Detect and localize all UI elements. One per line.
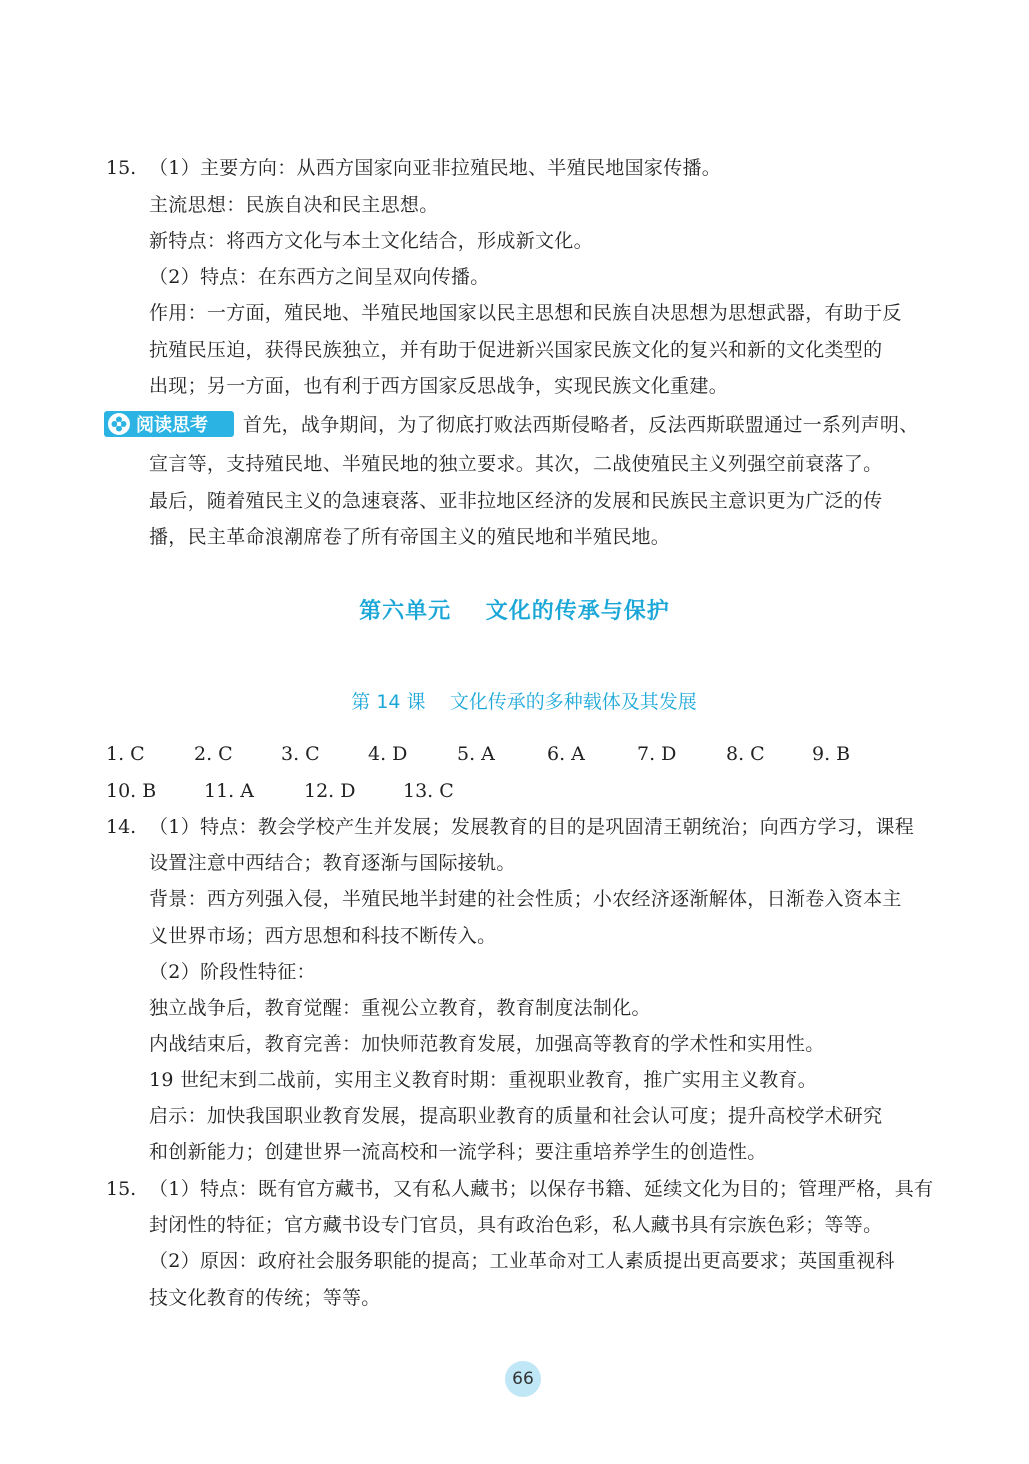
answer-line: 19 世纪末到二战前，实用主义教育时期：重视职业教育，推广实用主义教育。 [149, 1069, 818, 1091]
page-number-text: 66 [512, 1369, 534, 1389]
page-number [505, 1361, 541, 1397]
mc-answer: 8. C [726, 743, 765, 765]
badge-label: 阅读思考 [136, 415, 208, 436]
answer-line: （1）特点：教会学校产生并发展；发展教育的目的是巩固清王朝统治；向西方学习，课程 [149, 816, 915, 838]
answer-line: 背景：西方列强入侵，半殖民地半封建的社会性质；小农经济逐渐解体，日渐卷入资本主 [149, 888, 902, 910]
answer-line: （1）特点：既有官方藏书，又有私人藏书；以保存书籍、延续文化为目的；管理严格，具有 [149, 1178, 934, 1200]
mc-answer: 1. C [106, 743, 145, 765]
reading-line: 宣言等，支持殖民地、半殖民地的独立要求。其次，二战使殖民主义列强空前衰落了。 [149, 453, 883, 475]
answer-line: 设置注意中西结合；教育逐渐与国际接轨。 [149, 852, 516, 874]
reading-thinking-badge [104, 411, 234, 437]
answer-line: 技文化教育的传统；等等。 [149, 1287, 381, 1309]
answer-line: 作用：一方面，殖民地、半殖民地国家以民主思想和民族自决思想为思想武器，有助于反 [149, 302, 902, 324]
mc-answer: 11. A [204, 780, 254, 802]
answer-line: 出现；另一方面，也有利于西方国家反思战争，实现民族文化重建。 [149, 375, 729, 397]
mc-answer: 7. D [637, 743, 677, 765]
reading-line: 播，民主革命浪潮席卷了所有帝国主义的殖民地和半殖民地。 [149, 526, 671, 548]
question-number-15: 15. [106, 157, 137, 179]
answer-line: 新特点：将西方文化与本土文化结合，形成新文化。 [149, 230, 593, 252]
reading-line: 最后，随着殖民主义的急速衰落、亚非拉地区经济的发展和民族民主意识更为广泛的传 [149, 490, 883, 512]
question-number-15: 15. [106, 1178, 137, 1200]
answer-line: 义世界市场；西方思想和科技不断传入。 [149, 925, 497, 947]
answer-line: （2）阶段性特征： [149, 961, 316, 983]
reading-line: 首先，战争期间，为了彻底打败法西斯侵略者，反法西斯联盟通过一系列声明、 [243, 414, 919, 436]
mc-answer: 3. C [281, 743, 320, 765]
question-number-14: 14. [106, 816, 137, 838]
answer-line: 和创新能力；创建世界一流高校和一流学科；要注重培养学生的创造性。 [149, 1141, 767, 1163]
mc-answer: 13. C [403, 780, 454, 802]
answer-line: （2）特点：在东西方之间呈双向传播。 [149, 266, 490, 288]
answer-line: 主流思想：民族自决和民主思想。 [149, 194, 439, 216]
unit-title: 第六单元 文化的传承与保护 [359, 599, 670, 624]
answer-line: 独立战争后，教育觉醒：重视公立教育，教育制度法制化。 [149, 997, 651, 1019]
flower-icon [108, 413, 130, 435]
answer-line: 抗殖民压迫，获得民族独立，并有助于促进新兴国家民族文化的复兴和新的文化类型的 [149, 339, 883, 361]
lesson-title: 第 14 课 文化传承的多种载体及其发展 [351, 691, 697, 713]
answer-line: 内战结束后，教育完善：加快师范教育发展，加强高等教育的学术性和实用性。 [149, 1033, 825, 1055]
answer-line: 封闭性的特征；官方藏书设专门官员，具有政治色彩，私人藏书具有宗族色彩；等等。 [149, 1214, 883, 1236]
mc-answer: 2. C [194, 743, 233, 765]
mc-answer: 10. B [106, 780, 157, 802]
mc-answer: 4. D [368, 743, 408, 765]
mc-answer: 5. A [457, 743, 495, 765]
mc-answer: 12. D [304, 780, 356, 802]
mc-answer: 6. A [547, 743, 585, 765]
mc-answer: 9. B [812, 743, 851, 765]
answer-line: （1）主要方向：从西方国家向亚非拉殖民地、半殖民地国家传播。 [149, 157, 722, 179]
answer-line: 启示：加快我国职业教育发展，提高职业教育的质量和社会认可度；提升高校学术研究 [149, 1105, 883, 1127]
answer-line: （2）原因：政府社会服务职能的提高；工业革命对工人素质提出更高要求；英国重视科 [149, 1250, 895, 1272]
